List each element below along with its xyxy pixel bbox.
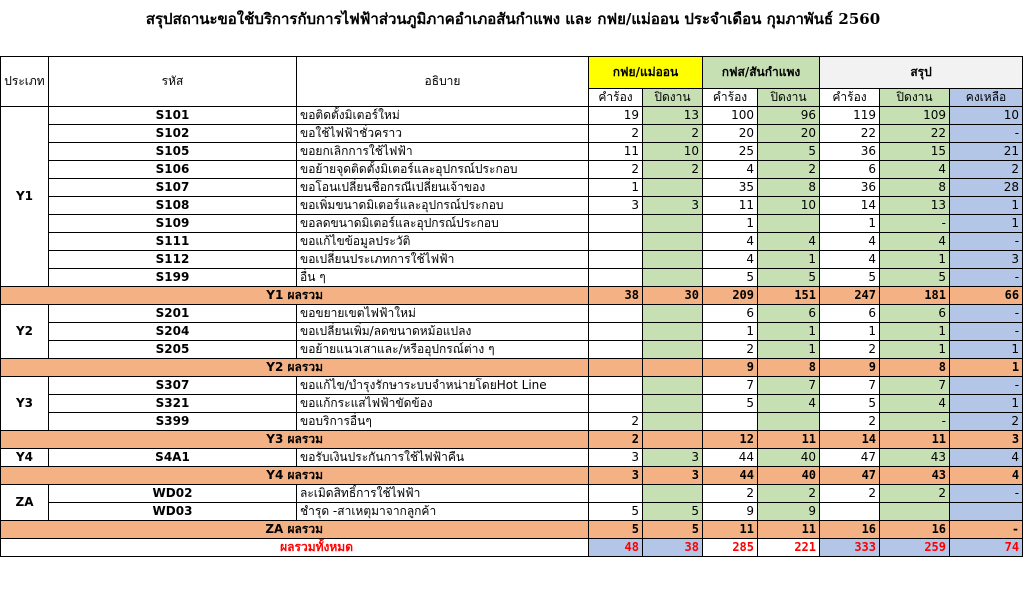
service-description: ขอโอนเปลี่ยนชื่อกรณีเปลี่ยนเจ้าของ (297, 179, 589, 197)
header-summary: สรุป (820, 57, 1023, 89)
summary-request-cell: 2 (820, 413, 880, 431)
header-request: คำร้อง (703, 89, 758, 107)
maeon-request-cell (589, 305, 643, 323)
summary-request-subtotal: 47 (820, 467, 880, 485)
subtotal-label: Y1 ผลรวม (1, 287, 589, 305)
summary-request-cell: 1 (820, 323, 880, 341)
sankamphaeng-closed-grand-total: 221 (758, 539, 820, 557)
maeon-closed-subtotal: 5 (643, 521, 703, 539)
summary-remaining-grand-total: 74 (950, 539, 1023, 557)
sankamphaeng-closed-cell: 9 (758, 503, 820, 521)
category-label: Y1 (1, 107, 49, 287)
service-code: S4A1 (49, 449, 297, 467)
maeon-closed-cell (643, 269, 703, 287)
maeon-closed-cell (643, 413, 703, 431)
sankamphaeng-closed-cell: 8 (758, 179, 820, 197)
service-code: S201 (49, 305, 297, 323)
summary-closed-subtotal: 181 (880, 287, 950, 305)
table-row (1, 485, 1023, 503)
summary-closed-subtotal: 8 (880, 359, 950, 377)
maeon-request-cell: 3 (589, 449, 643, 467)
sankamphaeng-closed-cell: 1 (758, 323, 820, 341)
maeon-closed-cell: 2 (643, 125, 703, 143)
sankamphaeng-closed-cell: 1 (758, 341, 820, 359)
service-code: S399 (49, 413, 297, 431)
grand-total-row (1, 539, 1023, 557)
header-desc: อธิบาย (297, 57, 589, 107)
header-closed: ปิดงาน (758, 89, 820, 107)
service-code: S199 (49, 269, 297, 287)
category-label: Y4 (1, 449, 49, 467)
sankamphaeng-request-cell: 20 (703, 125, 758, 143)
summary-closed-cell: - (880, 413, 950, 431)
service-description: ชำรุด -สาเหตุมาจากลูกค้า (297, 503, 589, 521)
service-code: S112 (49, 251, 297, 269)
maeon-request-cell (589, 341, 643, 359)
maeon-closed-cell (643, 341, 703, 359)
table-row (1, 233, 1023, 251)
sankamphaeng-request-cell: 4 (703, 233, 758, 251)
summary-remaining-cell: 2 (950, 161, 1023, 179)
service-description: ขอย้ายจุดติดตั้งมิเตอร์และอุปกรณ์ประกอบ (297, 161, 589, 179)
blank-row (0, 38, 1026, 56)
summary-request-cell: 7 (820, 377, 880, 395)
summary-remaining-cell: 2 (950, 413, 1023, 431)
service-description: ขอเพิ่มขนาดมิเตอร์และอุปกรณ์ประกอบ (297, 197, 589, 215)
sankamphaeng-closed-subtotal: 11 (758, 431, 820, 449)
summary-remaining-cell: - (950, 305, 1023, 323)
table-row (1, 107, 1023, 125)
maeon-request-cell: 1 (589, 179, 643, 197)
summary-request-cell: 4 (820, 251, 880, 269)
service-code: S204 (49, 323, 297, 341)
service-description: ละเมิดสิทธิ์การใช้ไฟฟ้า (297, 485, 589, 503)
sankamphaeng-request-cell: 2 (703, 341, 758, 359)
summary-request-subtotal: 16 (820, 521, 880, 539)
service-description: ขอเปลี่ยนประเภทการใช้ไฟฟ้า (297, 251, 589, 269)
service-code: S108 (49, 197, 297, 215)
sankamphaeng-request-cell: 5 (703, 395, 758, 413)
table-row (1, 125, 1023, 143)
sankamphaeng-closed-cell: 1 (758, 251, 820, 269)
summary-table (0, 56, 1023, 557)
summary-remaining-cell: 28 (950, 179, 1023, 197)
summary-closed-cell: 13 (880, 197, 950, 215)
subtotal-label: Y2 ผลรวม (1, 359, 589, 377)
service-description: ขอแก้ไขข้อมูลประวัติ (297, 233, 589, 251)
summary-closed-cell: 7 (880, 377, 950, 395)
sankamphaeng-closed-cell: 4 (758, 395, 820, 413)
summary-closed-cell: 1 (880, 251, 950, 269)
summary-closed-cell: 15 (880, 143, 950, 161)
summary-remaining-subtotal: - (950, 521, 1023, 539)
service-code: S307 (49, 377, 297, 395)
summary-request-cell: 2 (820, 485, 880, 503)
sankamphaeng-request-subtotal: 9 (703, 359, 758, 377)
subtotal-row (1, 521, 1023, 539)
service-code: S105 (49, 143, 297, 161)
header-code: รหัส (49, 57, 297, 107)
subtotal-row (1, 467, 1023, 485)
summary-remaining-subtotal: 1 (950, 359, 1023, 377)
sankamphaeng-closed-cell: 2 (758, 161, 820, 179)
summary-remaining-cell (950, 503, 1023, 521)
summary-closed-subtotal: 16 (880, 521, 950, 539)
summary-request-cell: 47 (820, 449, 880, 467)
maeon-request-cell (589, 269, 643, 287)
sankamphaeng-request-cell: 11 (703, 197, 758, 215)
summary-remaining-cell: 3 (950, 251, 1023, 269)
summary-request-subtotal: 14 (820, 431, 880, 449)
sankamphaeng-closed-cell: 5 (758, 143, 820, 161)
summary-request-grand-total: 333 (820, 539, 880, 557)
summary-closed-cell: 109 (880, 107, 950, 125)
summary-closed-grand-total: 259 (880, 539, 950, 557)
subtotal-label: Y4 ผลรวม (1, 467, 589, 485)
table-row (1, 179, 1023, 197)
service-code: WD03 (49, 503, 297, 521)
sankamphaeng-request-cell: 2 (703, 485, 758, 503)
summary-closed-cell: 6 (880, 305, 950, 323)
sankamphaeng-request-cell: 100 (703, 107, 758, 125)
maeon-request-cell (589, 251, 643, 269)
summary-request-subtotal: 247 (820, 287, 880, 305)
summary-remaining-cell: - (950, 125, 1023, 143)
maeon-closed-cell (643, 251, 703, 269)
sankamphaeng-request-cell: 35 (703, 179, 758, 197)
service-description: ขอยกเลิกการใช้ไฟฟ้า (297, 143, 589, 161)
summary-remaining-cell: 1 (950, 341, 1023, 359)
maeon-request-cell: 2 (589, 125, 643, 143)
maeon-request-subtotal: 3 (589, 467, 643, 485)
service-description: ขอย้ายแนวเสาและ/หรืออุปกรณ์ต่าง ๆ (297, 341, 589, 359)
table-row (1, 143, 1023, 161)
sankamphaeng-request-cell: 4 (703, 161, 758, 179)
maeon-closed-grand-total: 38 (643, 539, 703, 557)
table-row (1, 503, 1023, 521)
service-description: ขอเปลี่ยนเพิ่ม/ลดขนาดหม้อแปลง (297, 323, 589, 341)
maeon-closed-subtotal: 30 (643, 287, 703, 305)
table-row (1, 215, 1023, 233)
sankamphaeng-closed-subtotal: 11 (758, 521, 820, 539)
table-row (1, 377, 1023, 395)
summary-remaining-cell: - (950, 269, 1023, 287)
maeon-closed-cell: 2 (643, 161, 703, 179)
service-code: S106 (49, 161, 297, 179)
subtotal-row (1, 287, 1023, 305)
summary-closed-cell: 8 (880, 179, 950, 197)
maeon-closed-subtotal (643, 431, 703, 449)
category-label: ZA (1, 485, 49, 521)
maeon-request-cell (589, 215, 643, 233)
service-description: อื่น ๆ (297, 269, 589, 287)
header-remaining: คงเหลือ (950, 89, 1023, 107)
summary-request-cell: 22 (820, 125, 880, 143)
service-description: ขอรับเงินประกันการใช้ไฟฟ้าคืน (297, 449, 589, 467)
summary-request-cell: 5 (820, 395, 880, 413)
service-description: ขอบริการอื่นๆ (297, 413, 589, 431)
summary-closed-cell: - (880, 215, 950, 233)
summary-closed-cell: 1 (880, 323, 950, 341)
maeon-closed-cell: 3 (643, 197, 703, 215)
sheet-title: สรุปสถานะขอใช้บริการกับการไฟฟ้าส่วนภูมิภาคอำเภอสันกำแพง และ กฟย/แม่ออน ประจำเดือน กุมภาพันธ์ 2560 (145, 10, 881, 28)
maeon-closed-subtotal (643, 359, 703, 377)
summary-closed-subtotal: 43 (880, 467, 950, 485)
header-request: คำร้อง (820, 89, 880, 107)
maeon-closed-cell (643, 215, 703, 233)
service-code: S111 (49, 233, 297, 251)
table-row (1, 251, 1023, 269)
summary-remaining-subtotal: 4 (950, 467, 1023, 485)
summary-remaining-cell: 10 (950, 107, 1023, 125)
maeon-request-cell: 11 (589, 143, 643, 161)
maeon-closed-cell (643, 323, 703, 341)
table-row (1, 449, 1023, 467)
summary-remaining-cell: 1 (950, 197, 1023, 215)
sankamphaeng-request-cell: 4 (703, 251, 758, 269)
summary-closed-cell: 4 (880, 233, 950, 251)
sankamphaeng-closed-cell (758, 413, 820, 431)
table-row (1, 413, 1023, 431)
summary-remaining-cell: - (950, 323, 1023, 341)
sankamphaeng-request-cell: 1 (703, 323, 758, 341)
maeon-request-cell: 3 (589, 197, 643, 215)
maeon-closed-cell: 5 (643, 503, 703, 521)
sankamphaeng-closed-cell: 40 (758, 449, 820, 467)
maeon-closed-cell (643, 233, 703, 251)
sankamphaeng-request-cell: 5 (703, 269, 758, 287)
maeon-request-subtotal: 38 (589, 287, 643, 305)
sankamphaeng-closed-cell: 6 (758, 305, 820, 323)
summary-request-cell: 119 (820, 107, 880, 125)
table-row (1, 395, 1023, 413)
summary-request-subtotal: 9 (820, 359, 880, 377)
sankamphaeng-closed-cell: 20 (758, 125, 820, 143)
maeon-request-cell: 2 (589, 161, 643, 179)
summary-request-cell: 1 (820, 215, 880, 233)
sankamphaeng-request-subtotal: 12 (703, 431, 758, 449)
table-row (1, 197, 1023, 215)
service-code: S321 (49, 395, 297, 413)
summary-closed-cell: 2 (880, 485, 950, 503)
maeon-request-grand-total: 48 (589, 539, 643, 557)
summary-closed-cell: 4 (880, 395, 950, 413)
summary-remaining-cell: - (950, 377, 1023, 395)
sankamphaeng-request-subtotal: 209 (703, 287, 758, 305)
maeon-request-cell (589, 323, 643, 341)
subtotal-label: Y3 ผลรวม (1, 431, 589, 449)
service-code: S205 (49, 341, 297, 359)
sankamphaeng-closed-cell: 96 (758, 107, 820, 125)
sankamphaeng-closed-cell: 10 (758, 197, 820, 215)
service-description: ขอติดตั้งมิเตอร์ใหม่ (297, 107, 589, 125)
maeon-closed-cell: 10 (643, 143, 703, 161)
summary-remaining-cell: - (950, 485, 1023, 503)
maeon-request-cell: 5 (589, 503, 643, 521)
service-code: S107 (49, 179, 297, 197)
sankamphaeng-closed-cell: 2 (758, 485, 820, 503)
header-closed: ปิดงาน (643, 89, 703, 107)
maeon-request-subtotal (589, 359, 643, 377)
table-row (1, 269, 1023, 287)
grand-total-label: ผลรวมทั้งหมด (1, 539, 589, 557)
maeon-closed-subtotal: 3 (643, 467, 703, 485)
summary-remaining-cell: 1 (950, 215, 1023, 233)
maeon-request-subtotal: 5 (589, 521, 643, 539)
header-group-maeon: กฟย/แม่ออน (589, 57, 703, 89)
summary-remaining-cell: - (950, 233, 1023, 251)
summary-closed-subtotal: 11 (880, 431, 950, 449)
service-code: S101 (49, 107, 297, 125)
maeon-request-cell: 2 (589, 413, 643, 431)
sankamphaeng-request-grand-total: 285 (703, 539, 758, 557)
sankamphaeng-closed-subtotal: 40 (758, 467, 820, 485)
header-type: ประเภท (1, 57, 49, 107)
maeon-closed-cell (643, 377, 703, 395)
summary-request-cell (820, 503, 880, 521)
summary-closed-cell: 22 (880, 125, 950, 143)
summary-remaining-cell: 4 (950, 449, 1023, 467)
sankamphaeng-closed-cell: 7 (758, 377, 820, 395)
sankamphaeng-request-cell: 7 (703, 377, 758, 395)
summary-request-cell: 2 (820, 341, 880, 359)
summary-request-cell: 36 (820, 143, 880, 161)
sankamphaeng-closed-subtotal: 8 (758, 359, 820, 377)
summary-request-cell: 4 (820, 233, 880, 251)
service-code: S102 (49, 125, 297, 143)
maeon-closed-cell: 13 (643, 107, 703, 125)
table-row (1, 161, 1023, 179)
maeon-closed-cell (643, 305, 703, 323)
sankamphaeng-request-subtotal: 11 (703, 521, 758, 539)
header-closed: ปิดงาน (880, 89, 950, 107)
maeon-request-cell: 19 (589, 107, 643, 125)
summary-remaining-cell: 1 (950, 395, 1023, 413)
summary-closed-cell: 4 (880, 161, 950, 179)
maeon-request-cell (589, 395, 643, 413)
summary-request-cell: 36 (820, 179, 880, 197)
sankamphaeng-closed-cell: 5 (758, 269, 820, 287)
subtotal-label: ZA ผลรวม (1, 521, 589, 539)
summary-closed-cell (880, 503, 950, 521)
subtotal-row (1, 431, 1023, 449)
summary-remaining-subtotal: 3 (950, 431, 1023, 449)
sankamphaeng-closed-cell (758, 215, 820, 233)
sankamphaeng-closed-cell: 4 (758, 233, 820, 251)
maeon-closed-cell (643, 179, 703, 197)
maeon-closed-cell: 3 (643, 449, 703, 467)
sankamphaeng-request-cell: 1 (703, 215, 758, 233)
header-request: คำร้อง (589, 89, 643, 107)
service-code: WD02 (49, 485, 297, 503)
summary-remaining-subtotal: 66 (950, 287, 1023, 305)
maeon-request-cell (589, 233, 643, 251)
category-label: Y2 (1, 305, 49, 359)
summary-request-cell: 14 (820, 197, 880, 215)
summary-closed-cell: 1 (880, 341, 950, 359)
sankamphaeng-request-subtotal: 44 (703, 467, 758, 485)
category-label: Y3 (1, 377, 49, 431)
service-description: ขอแก้กระแสไฟฟ้าขัดข้อง (297, 395, 589, 413)
maeon-closed-cell (643, 395, 703, 413)
summary-request-cell: 6 (820, 161, 880, 179)
sankamphaeng-closed-subtotal: 151 (758, 287, 820, 305)
maeon-request-subtotal: 2 (589, 431, 643, 449)
sankamphaeng-request-cell (703, 413, 758, 431)
summary-closed-cell: 5 (880, 269, 950, 287)
service-description: ขอลดขนาดมิเตอร์และอุปกรณ์ประกอบ (297, 215, 589, 233)
table-row (1, 323, 1023, 341)
summary-request-cell: 5 (820, 269, 880, 287)
service-description: ขอใช้ไฟฟ้าชั่วคราว (297, 125, 589, 143)
sankamphaeng-request-cell: 25 (703, 143, 758, 161)
sankamphaeng-request-cell: 44 (703, 449, 758, 467)
service-description: ขอแก้ไข/บำรุงรักษาระบบจำหน่ายโดยHot Line (297, 377, 589, 395)
summary-remaining-cell: 21 (950, 143, 1023, 161)
summary-request-cell: 6 (820, 305, 880, 323)
maeon-request-cell (589, 377, 643, 395)
table-row (1, 305, 1023, 323)
service-code: S109 (49, 215, 297, 233)
summary-closed-cell: 43 (880, 449, 950, 467)
table-row (1, 341, 1023, 359)
sankamphaeng-request-cell: 9 (703, 503, 758, 521)
service-description: ขอขยายเขตไฟฟ้าใหม่ (297, 305, 589, 323)
subtotal-row (1, 359, 1023, 377)
sankamphaeng-request-cell: 6 (703, 305, 758, 323)
maeon-closed-cell (643, 485, 703, 503)
header-group-sankamphaeng: กฟส/สันกำแพง (703, 57, 820, 89)
maeon-request-cell (589, 485, 643, 503)
